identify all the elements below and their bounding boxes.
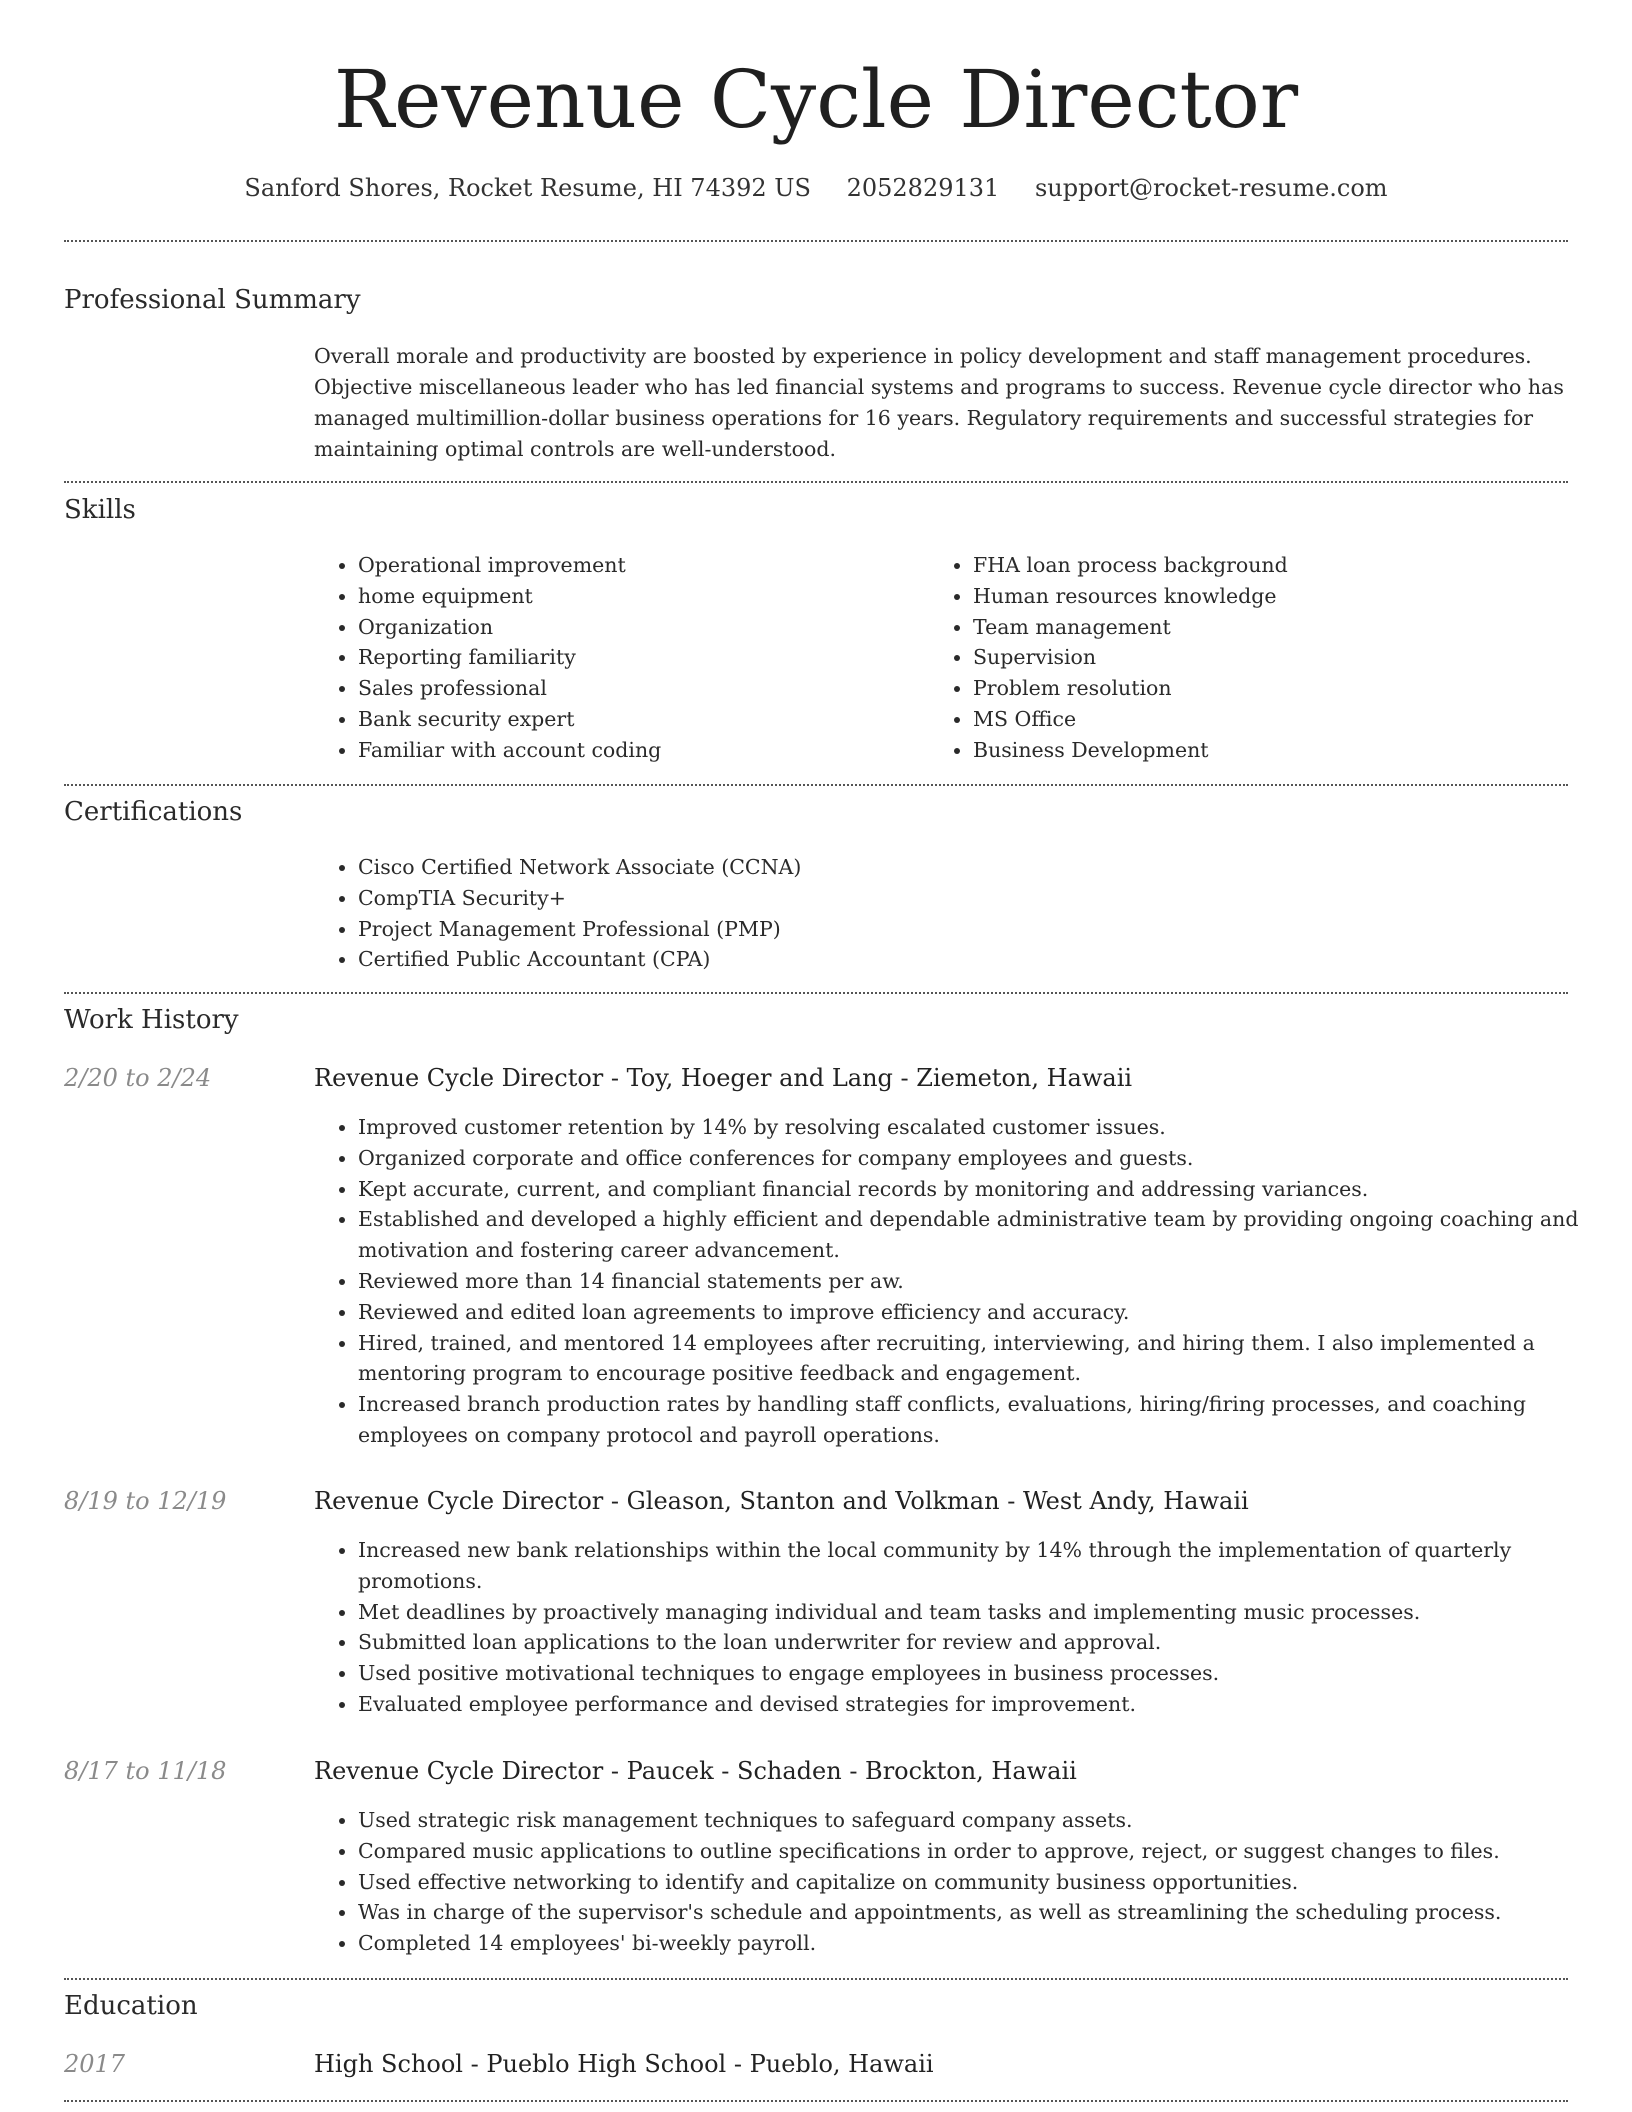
skill-item: • Human resources knowledge	[973, 581, 1593, 612]
job-bullets	[314, 1112, 1608, 1451]
skill-item: • Organization	[358, 612, 918, 643]
contact-address: Sanford Shores, Rocket Resume, HI 74392 US	[244, 174, 811, 202]
skills-list-right	[929, 550, 1593, 766]
skill-item: • Team management	[973, 612, 1593, 643]
job-bullet: • Evaluated employee performance and devised strategies for improvement.	[358, 1689, 1608, 1720]
resume-name: Revenue Cycle Director	[333, 53, 1299, 146]
divider	[64, 240, 1568, 242]
skill-item: • MS Office	[973, 704, 1593, 735]
job-bullet: • Organized corporate and office conferences for company employees and guests.	[358, 1143, 1608, 1174]
job-heading: Revenue Cycle Director - Toy, Hoeger and Lang - Ziemeton, Hawaii	[314, 1064, 1133, 1092]
job-bullet: • Increased new bank relationships within the local community by 14% through the implementation of quarterly promotions.	[358, 1535, 1608, 1597]
section-title-skills: Skills	[64, 495, 136, 525]
job-bullet: • Submitted loan applications to the loan underwriter for review and approval.	[358, 1627, 1608, 1658]
divider	[64, 2100, 1568, 2102]
skill-item: • FHA loan process background	[973, 550, 1593, 581]
divider	[64, 481, 1568, 483]
skill-item: • Reporting familiarity	[358, 642, 918, 673]
job-bullet: • Established and developed a highly efficient and dependable administrative team by providing ongoing coaching and motivation and fostering career advancement.	[358, 1204, 1608, 1266]
contact-email: support@rocket-resume.com	[1034, 174, 1388, 202]
job-bullet: • Increased branch production rates by handling staff conflicts, evaluations, hiring/firing processes, and coaching employees on company protocol and payroll operations.	[358, 1389, 1608, 1451]
certification-item: • Project Management Professional (PMP)	[358, 914, 1558, 945]
section-title-education: Education	[64, 1991, 198, 2021]
job-bullet: • Reviewed more than 14 financial statements per aw.	[358, 1266, 1608, 1297]
section-title-certifications: Certifications	[64, 797, 243, 827]
skill-item: • home equipment	[358, 581, 918, 612]
job-bullet: • Compared music applications to outline specifications in order to approve, reject, or suggest changes to files.	[358, 1836, 1608, 1867]
divider	[64, 1978, 1568, 1980]
skill-item: • Bank security expert	[358, 704, 918, 735]
job-bullets	[314, 1535, 1608, 1720]
skill-item: • Business Development	[973, 735, 1593, 766]
job-bullet: • Used positive motivational techniques to engage employees in business processes.	[358, 1658, 1608, 1689]
skill-item: • Familiar with account coding	[358, 735, 918, 766]
skill-item: • Problem resolution	[973, 673, 1593, 704]
job-bullet: • Kept accurate, current, and compliant financial records by monitoring and addressing variances.	[358, 1174, 1608, 1205]
summary-text: Overall morale and productivity are boosted by experience in policy development and staff management procedures. Objective miscellaneous leader who has led financial systems and programs to success. Revenue cycle director who has managed multimillion-dollar business operations for 16 years. Regulatory requirements and successful strategies for maintaining optimal controls are well-understood.	[314, 344, 1564, 461]
education-year: 2017	[64, 2050, 126, 2078]
job-bullet: • Reviewed and edited loan agreements to improve efficiency and accuracy.	[358, 1297, 1608, 1328]
certification-item: • CompTIA Security+	[358, 883, 1558, 914]
job-dates: 8/17 to 11/18	[64, 1757, 227, 1785]
contact-line	[0, 170, 1632, 206]
certification-item: • Cisco Certified Network Associate (CCNA)	[358, 852, 1558, 883]
job-bullet: • Met deadlines by proactively managing individual and team tasks and implementing music processes.	[358, 1597, 1608, 1628]
job-bullet: • Used strategic risk management techniques to safeguard company assets.	[358, 1805, 1608, 1836]
job-heading: Revenue Cycle Director - Paucek - Schaden - Brockton, Hawaii	[314, 1757, 1077, 1785]
job-bullet: • Completed 14 employees' bi-weekly payroll.	[358, 1928, 1608, 1959]
section-title-summary: Professional Summary	[64, 285, 361, 315]
skill-item: • Supervision	[973, 642, 1593, 673]
contact-phone: 2052829131	[846, 174, 1000, 202]
education-heading: High School - Pueblo High School - Pueblo, Hawaii	[314, 2050, 934, 2078]
section-title-work-history: Work History	[64, 1005, 239, 1035]
skill-item: • Operational improvement	[358, 550, 918, 581]
skill-item: • Sales professional	[358, 673, 918, 704]
certifications-list	[314, 852, 1558, 975]
job-bullet: • Used effective networking to identify and capitalize on community business opportunities.	[358, 1867, 1608, 1898]
certification-item: • Certified Public Accountant (CPA)	[358, 944, 1558, 975]
job-bullet: • Hired, trained, and mentored 14 employees after recruiting, interviewing, and hiring them. I also implemented a mentoring program to encourage positive feedback and engagement.	[358, 1328, 1608, 1390]
job-dates: 8/19 to 12/19	[64, 1487, 227, 1515]
job-bullet: • Improved customer retention by 14% by resolving escalated customer issues.	[358, 1112, 1608, 1143]
skills-list-left	[314, 550, 918, 766]
job-heading: Revenue Cycle Director - Gleason, Stanton and Volkman - West Andy, Hawaii	[314, 1487, 1249, 1515]
divider	[64, 784, 1568, 786]
divider	[64, 992, 1568, 994]
job-dates: 2/20 to 2/24	[64, 1064, 212, 1092]
job-bullet: • Was in charge of the supervisor's schedule and appointments, as well as streamlining the scheduling process.	[358, 1897, 1608, 1928]
job-bullets	[314, 1805, 1608, 1959]
